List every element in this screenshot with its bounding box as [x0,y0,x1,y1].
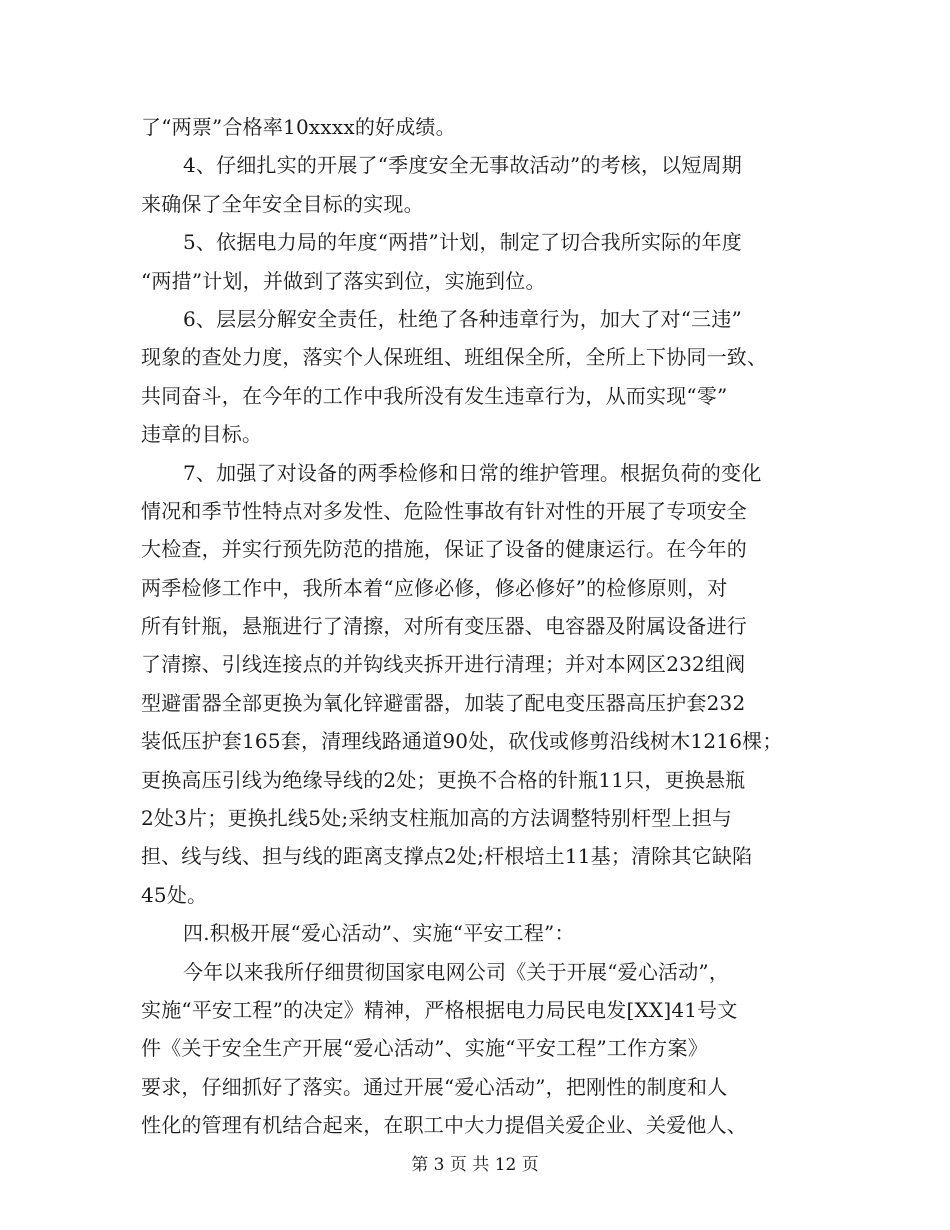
text-line: 现象的查处力度，落实个人保班组、班组保全所，全所上下协同一致、 [141,345,768,370]
text-line: 来确保了全年安全目标的实现。 [141,191,424,216]
text-line: 45处。 [141,882,208,907]
text-line: 更换高压引线为绝缘导线的2处；更换不合格的针瓶11只，更换悬瓶 [141,767,746,792]
text-line: 要求，仔细抓好了落实。通过开展“爱心活动”，把刚性的制度和人 [141,1074,728,1099]
text-line: 6、层层分解安全责任，杜绝了各种违章行为，加大了对“三违” [183,306,742,331]
text-line: 实施“平安工程”的决定》精神，严格根据电力局民电发[XX]41号文 [141,997,738,1022]
text-line: 7、加强了对设备的两季检修和日常的维护管理。根据负荷的变化 [183,460,762,485]
text-line: 共同奋斗，在今年的工作中我所没有发生违章行为，从而实现“零” [141,383,728,408]
section-heading: 四.积极开展“爱心活动”、实施“平安工程”： [183,921,575,946]
text-line: 违章的目标。 [141,422,263,447]
document-body [141,108,821,1145]
text-line: 担、线与线、担与线的距离支撑点2处;杆根培土11基；清除其它缺陷 [141,844,753,869]
text-line: 2处3片；更换扎线5处;采纳支柱瓶加高的方法调整特别杆型上担与 [141,806,733,831]
text-line: 性化的管理有机结合起来，在职工中大力提倡关爱企业、关爱他人、 [141,1113,747,1138]
text-line: “两措”计划，并做到了落实到位，实施到位。 [141,268,546,293]
text-line: 情况和季节性特点对多发性、危险性事故有针对性的开展了专项安全 [141,498,747,523]
text-line: 两季检修工作中，我所本着“应修必修，修必修好”的检修原则，对 [141,575,728,600]
text-line: 4、仔细扎实的开展了“季度安全无事故活动”的考核，以短周期 [183,153,742,178]
text-line: 件《关于安全生产开展“爱心活动”、实施“平安工程”工作方案》 [141,1036,708,1061]
text-line: 5、依据电力局的年度“两措”计划，制定了切合我所实际的年度 [183,230,742,255]
text-line: 了清擦、引线连接点的并钩线夹拆开进行清理；并对本网区232组阀 [141,652,746,677]
text-line: 型避雷器全部更换为氧化锌避雷器，加装了配电变压器高压护套232 [141,690,746,715]
text-line: 装低压护套165套，清理线路通道90处，砍伐或修剪沿线树木1216棵； [141,729,783,754]
text-line: 了“两票”合格率10xxxx的好成绩。 [141,115,456,139]
page-number-footer: 第 3 页 共 12 页 [411,1155,539,1175]
text-line: 所有针瓶，悬瓶进行了清擦，对所有变压器、电容器及附属设备进行 [141,614,747,639]
text-line: 今年以来我所仔细贯彻国家电网公司《关于开展“爱心活动”， [183,959,730,984]
text-line: 大检查，并实行预先防范的措施，保证了设备的健康运行。在今年的 [141,537,747,562]
